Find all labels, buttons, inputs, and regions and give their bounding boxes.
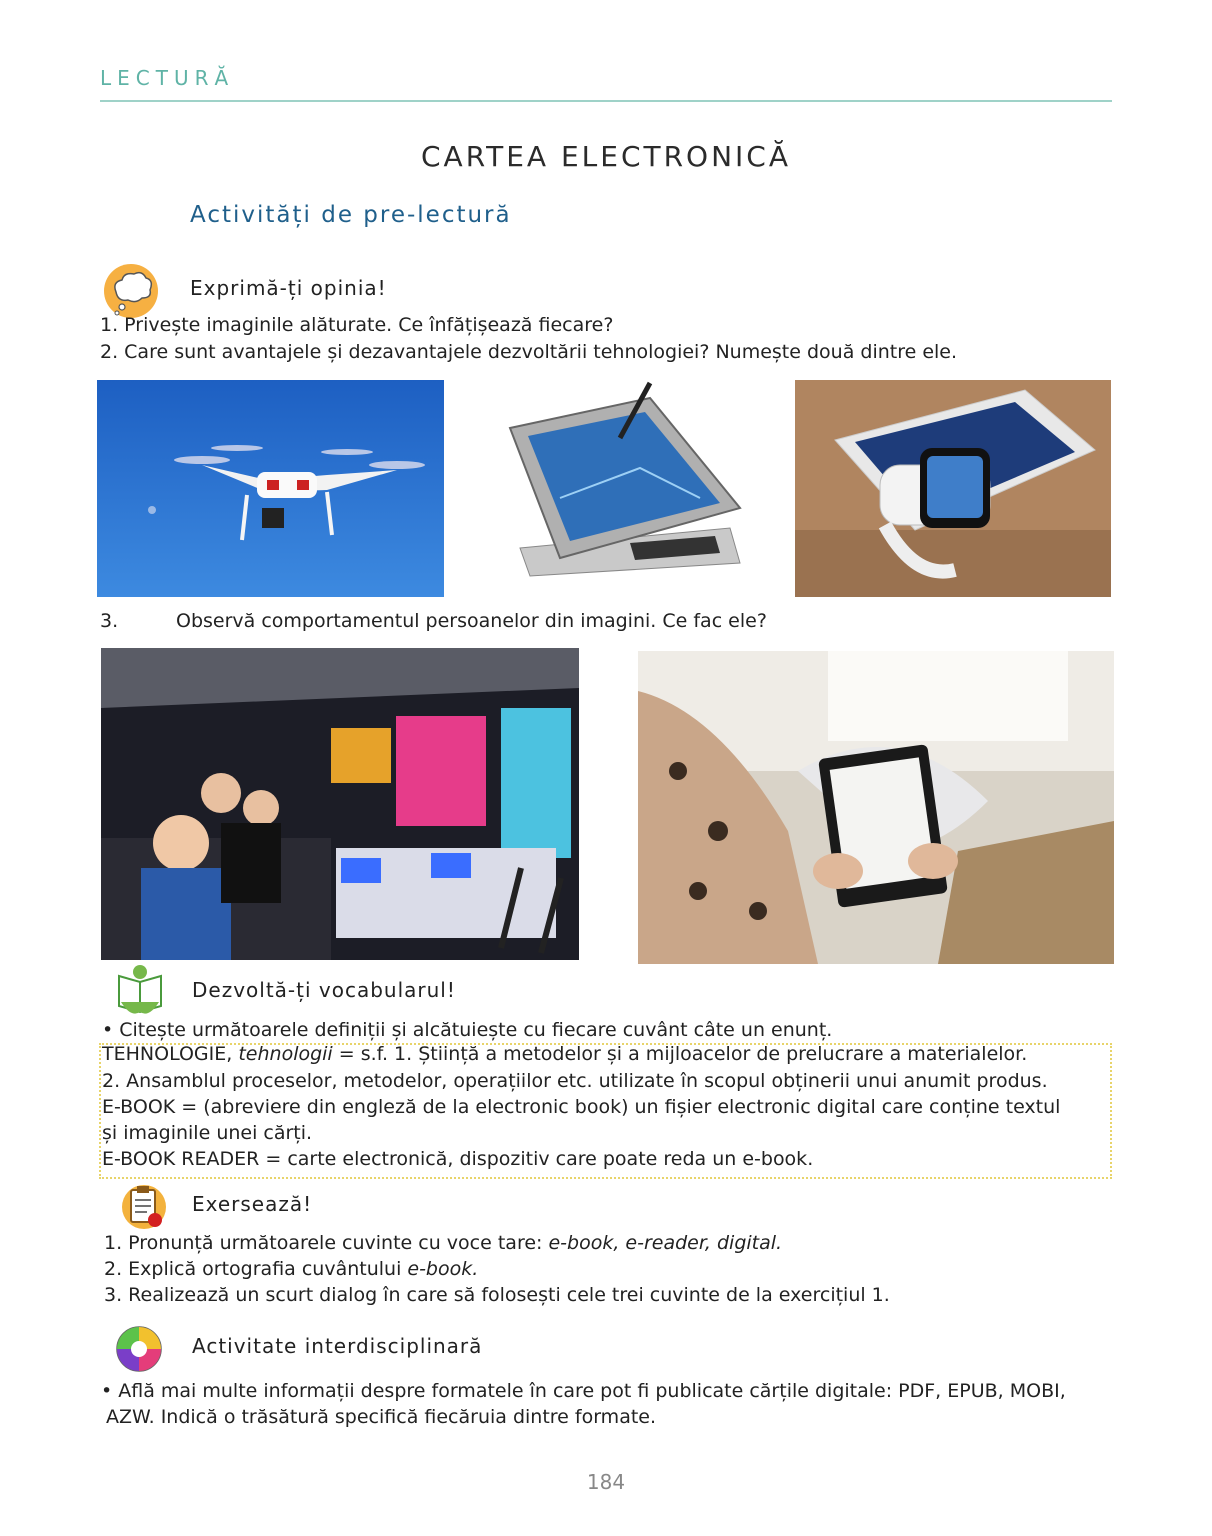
definition-line-3: E-BOOK = (abreviere din engleză de la electronic book) un fișier electronic digital care conține textul <box>102 1096 1061 1118</box>
definition-line-1 <box>102 1043 1027 1065</box>
definition-line-2: 2. Ansamblul proceselor, metodelor, operațiilor etc. utilizate în scopul obținerii unui anumit produs. <box>102 1070 1048 1092</box>
kids-gaming-photo <box>101 648 579 960</box>
opinion-heading: Exprimă-ți opinia! <box>190 276 387 300</box>
thought-bubble-icon <box>102 262 160 320</box>
interdisc-line-2: AZW. Indică o trăsătură specifică fiecăruia dintre formate. <box>106 1406 657 1428</box>
exercise-2-word: e-book. <box>407 1258 479 1280</box>
exercise-1-words: e-book, e-reader, digital. <box>548 1232 783 1254</box>
question-1: 1. Privește imaginile alăturate. Ce înfățișează fiecare? <box>100 314 614 336</box>
exercise-heading: Exersează! <box>192 1192 313 1216</box>
interdisc-heading: Activitate interdisciplinară <box>192 1334 483 1358</box>
definition-term: TEHNOLOGIE, <box>102 1043 239 1065</box>
definition-plural: tehnologii <box>238 1043 333 1065</box>
section-label: LECTURĂ <box>100 66 235 90</box>
vocab-heading: Dezvoltă-ți vocabularul! <box>192 978 456 1002</box>
smartwatch-phone-photo <box>795 380 1111 597</box>
exercise-2-text: 2. Explică ortografia cuvântului <box>104 1258 408 1280</box>
question-3: Observă comportamentul persoanelor din imagini. Ce fac ele? <box>176 610 767 632</box>
page-title: CARTEA ELECTRONICĂ <box>420 140 791 173</box>
vocab-intro: • Citește următoarele definiții și alcătuiește cu fiecare cuvânt câte un enunț. <box>102 1019 833 1041</box>
clipboard-icon <box>115 1178 173 1236</box>
exercise-1-text: 1. Pronunță următoarele cuvinte cu voce tare: <box>104 1232 549 1254</box>
definition-text: = s.f. 1. Știință a metodelor și a mijloacelor de prelucrare a materialelor. <box>332 1043 1028 1065</box>
reading-book-icon <box>111 962 169 1020</box>
tablet-pc-photo <box>500 378 748 578</box>
section-subtitle: Activități de pre-lectură <box>190 202 512 228</box>
question-2: 2. Care sunt avantajele și dezavantajele dezvoltării tehnologiei? Numește două dintre ele. <box>100 341 958 363</box>
ereader-photo <box>638 651 1114 964</box>
exercise-2 <box>104 1258 478 1280</box>
exercise-1 <box>104 1232 782 1254</box>
header-divider <box>100 100 1112 102</box>
color-ball-icon <box>110 1320 168 1378</box>
definition-line-4: și imaginile unei cărți. <box>102 1122 313 1144</box>
drone-photo <box>97 380 444 597</box>
exercise-3: 3. Realizează un scurt dialog în care să folosești cele trei cuvinte de la exercițiul 1. <box>104 1284 890 1306</box>
interdisc-line-1: • Află mai multe informații despre formatele în care pot fi publicate cărțile digitale: PDF, EPUB, MOBI, <box>101 1380 1066 1402</box>
question-3-number: 3. <box>100 610 119 632</box>
page-number: 184 <box>586 1470 626 1494</box>
definition-line-5: E-BOOK READER = carte electronică, dispozitiv care poate reda un e-book. <box>102 1148 814 1170</box>
